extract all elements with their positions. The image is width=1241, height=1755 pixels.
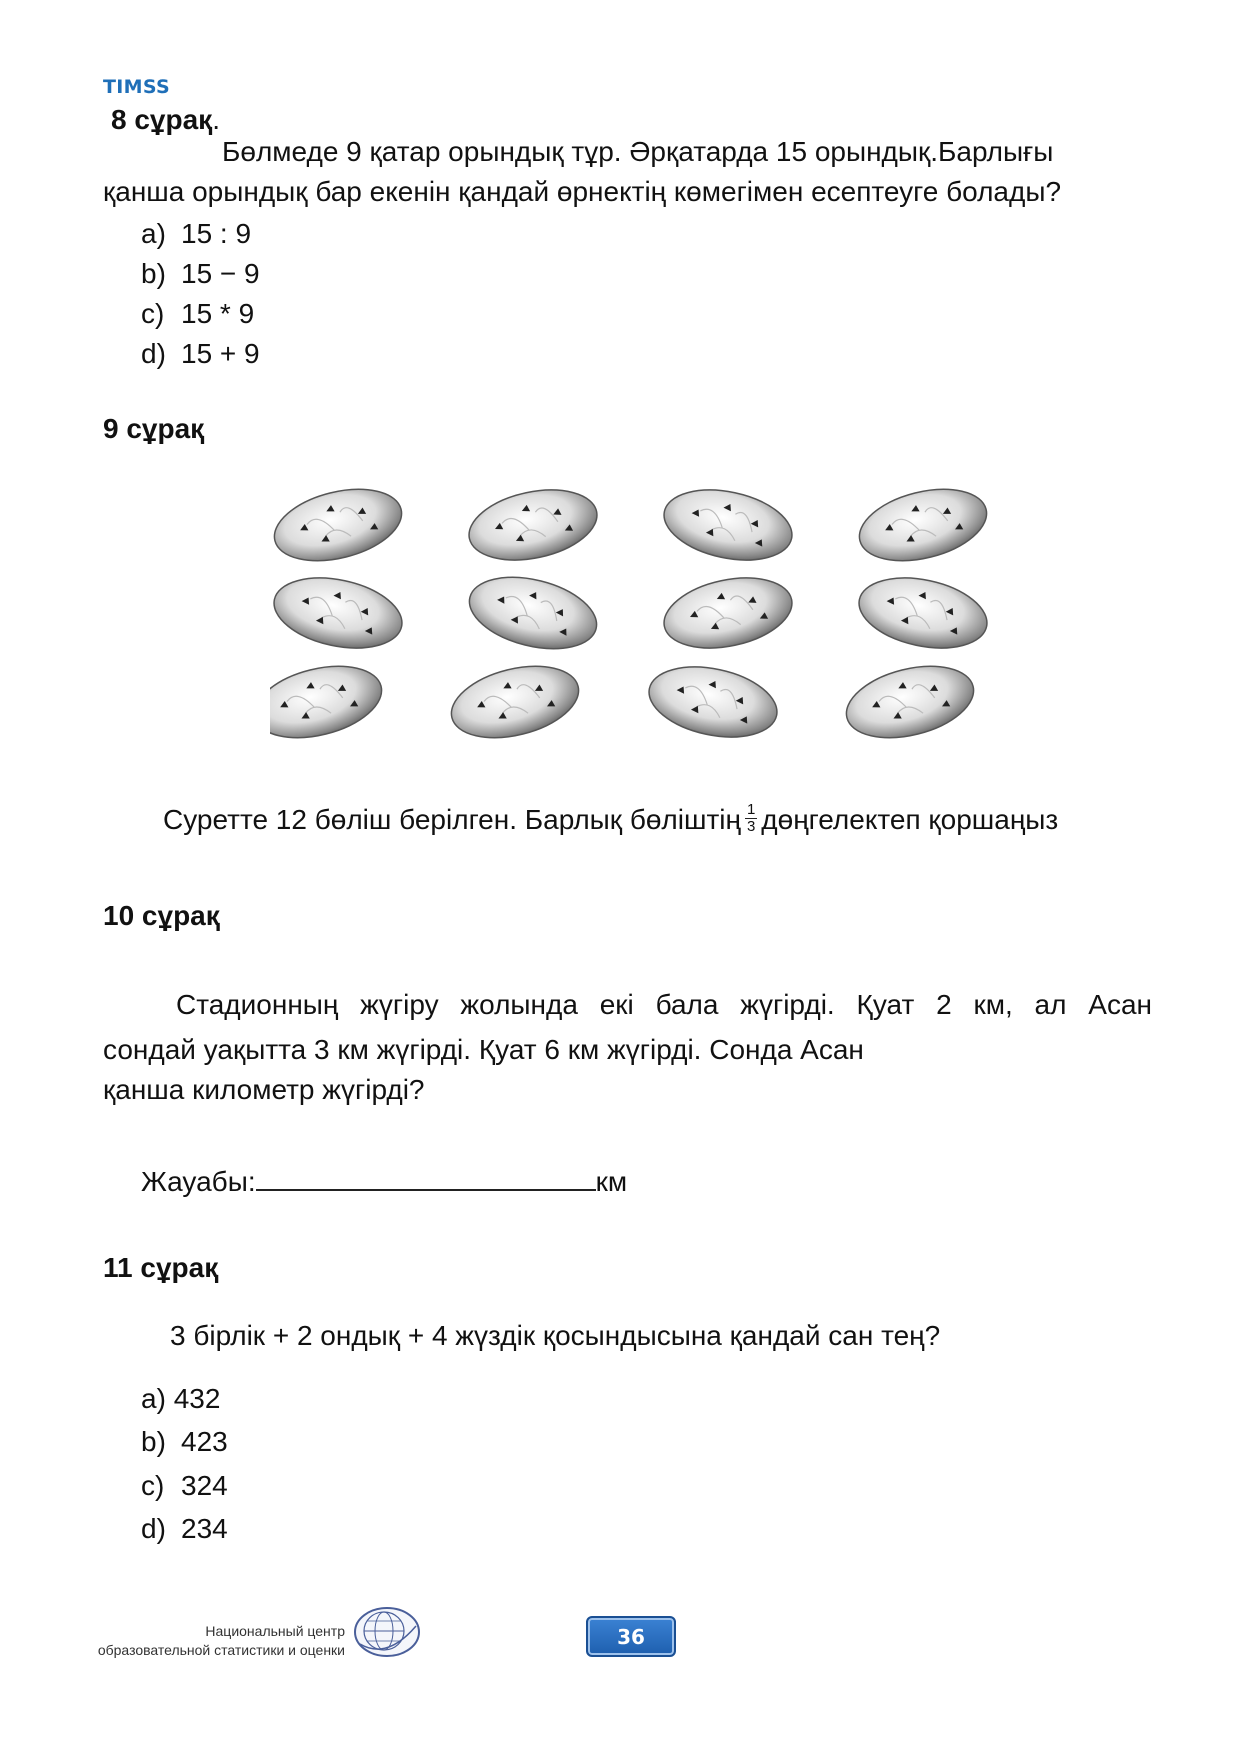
question-10-title: 10 сұрақ (103, 900, 220, 931)
option-label: d) (141, 1513, 166, 1544)
question-10-line3: қанша километр жүгірді? (103, 1074, 425, 1105)
option-text: 234 (181, 1513, 228, 1544)
question-9-caption (163, 800, 1058, 840)
question-8-title-suffix: . (212, 104, 220, 135)
caption-before: Суретте 12 бөліш берілген. Барлық бөліштің (163, 804, 741, 835)
option-text: 432 (173, 1383, 221, 1414)
fraction-one-third (745, 802, 757, 835)
org-logo-globe-icon (352, 1604, 422, 1660)
option-label: b) (141, 1426, 166, 1457)
question-8-option-b (141, 258, 260, 290)
caption-after: дөңгелектеп қоршаңыз (761, 804, 1059, 835)
pie-image (270, 654, 389, 749)
pie-image (643, 656, 784, 748)
option-label: a) (141, 1383, 166, 1414)
answer-unit: км (595, 1166, 628, 1197)
question-8-option-a (141, 218, 251, 250)
pies-layer (270, 480, 994, 750)
pie-image (853, 567, 994, 659)
question-11-title: 11 сұрақ (103, 1252, 219, 1283)
option-text: 15 − 9 (181, 258, 260, 289)
question-8-option-c (141, 298, 254, 330)
option-text: 15 * 9 (181, 298, 255, 329)
question-9-title: 9 сұрақ (103, 413, 205, 444)
pie-image (852, 480, 994, 573)
pie-image (463, 480, 604, 571)
question-11-option-d (141, 1513, 228, 1545)
footer-org-line1: Национальный центр (205, 1623, 345, 1639)
page-number-badge: 36 (586, 1616, 676, 1657)
answer-blank[interactable] (256, 1163, 596, 1191)
option-label: a) (141, 218, 166, 249)
option-text: 324 (181, 1470, 228, 1501)
option-text: 15 : 9 (181, 218, 252, 249)
question-8-title (111, 104, 220, 136)
pie-image (658, 480, 799, 571)
fraction-denominator: 3 (746, 818, 756, 836)
question-11-option-a (141, 1383, 220, 1415)
question-8-line1: Бөлмеде 9 қатар орындық тұр. Әрқатарда 15 орындық.Барлығы (222, 136, 1054, 167)
question-11-option-b (141, 1426, 228, 1458)
question-10-answer (141, 1162, 627, 1202)
question-10-line2: сондай уақытта 3 км жүгірді. Қуат 6 км жүгірді. Сонда Асан (103, 1034, 864, 1065)
footer-org-line2: образовательной статистики и оценки (97, 1642, 345, 1658)
pies-picture (270, 480, 1020, 750)
answer-label: Жауабы: (141, 1166, 256, 1197)
pie-image (658, 567, 799, 659)
pie-image (270, 567, 408, 659)
option-label: b) (141, 258, 166, 289)
question-11-text: 3 бірлік + 2 ондық + 4 жүздік қосындысына қандай сан тең? (170, 1320, 941, 1351)
brand-label: TIMSS (103, 76, 170, 98)
option-label: c) (141, 298, 165, 329)
question-8-title-text: 8 сұрақ (111, 104, 213, 135)
footer-org-name (45, 1622, 345, 1660)
pie-image (270, 480, 409, 573)
question-8-option-d (141, 338, 260, 370)
question-8-line2: қанша орындық бар екенін қандай өрнектің көмегімен есептеуге болады? (103, 176, 1062, 207)
option-text: 423 (181, 1426, 228, 1457)
pie-image (839, 654, 981, 749)
pie-image (444, 654, 586, 749)
fraction-numerator: 1 (746, 801, 756, 819)
option-label: d) (141, 338, 166, 369)
question-10-line1: Стадионның жүгіру жолында екі бала жүгірді. Қуат 2 км, ал Асан (176, 989, 1152, 1020)
pie-image (462, 565, 604, 660)
option-text: 15 + 9 (181, 338, 260, 369)
option-label: c) (141, 1470, 165, 1501)
question-11-option-c (141, 1470, 228, 1502)
